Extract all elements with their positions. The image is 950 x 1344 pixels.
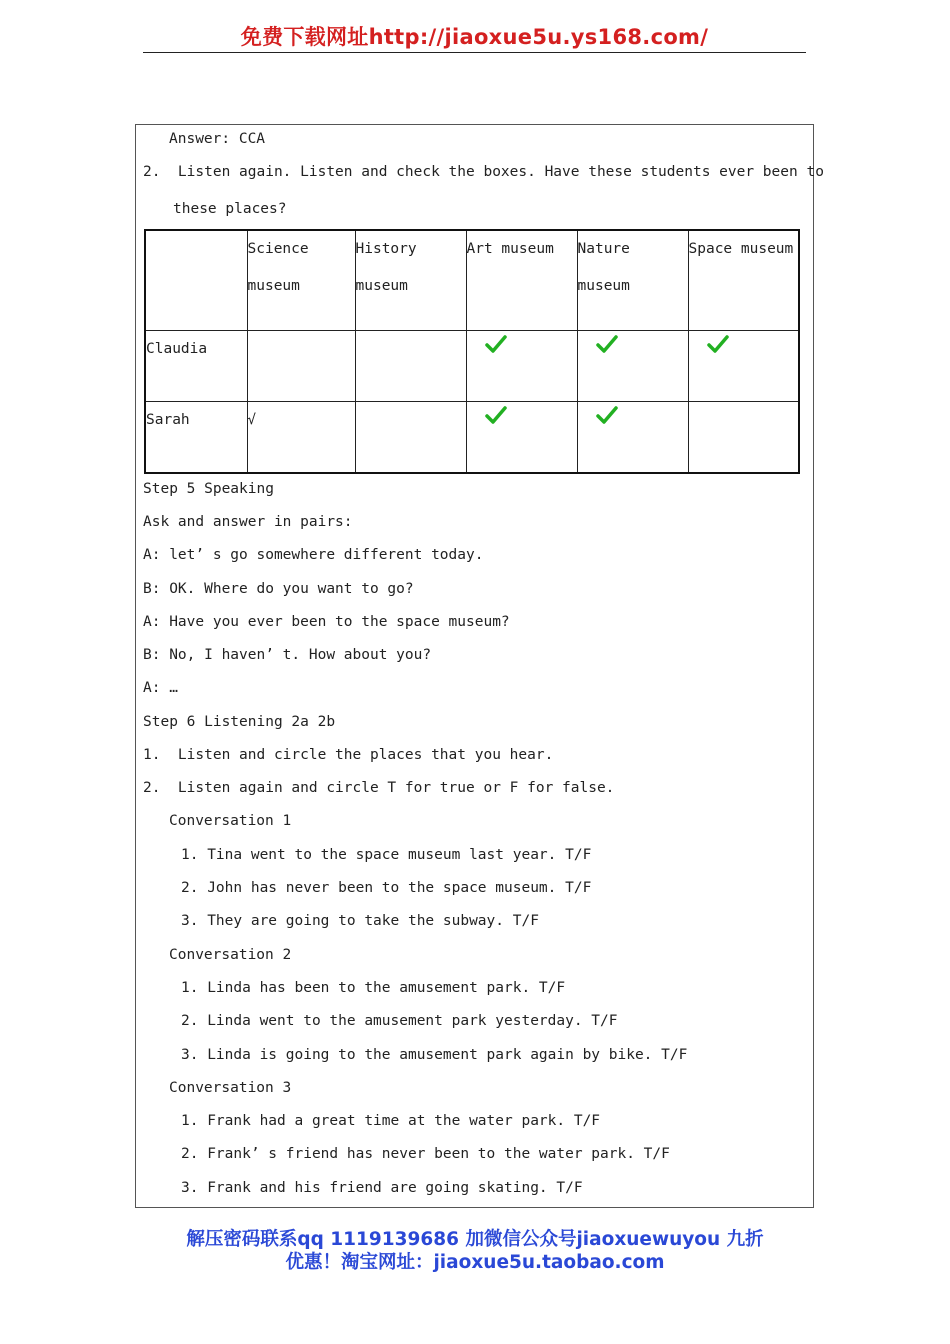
table-cell [577, 330, 688, 401]
dialogue-line: B: OK. Where do you want to go? [143, 581, 414, 597]
checkmark-icon [485, 404, 507, 426]
footer-line-2[interactable]: 优惠！淘宝网址：jiaoxue5u.taobao.com [285, 1252, 665, 1273]
table-cell [247, 401, 355, 473]
header-url-link[interactable]: http://jiaoxue5u.ys168.com/ [368, 25, 709, 49]
dialogue-line: A: Have you ever been to the space museum? [143, 614, 510, 630]
checkmark-icon [596, 404, 618, 426]
table-cell [355, 330, 466, 401]
table-column-header [466, 230, 577, 330]
table-column-header [247, 230, 355, 330]
checkmark-icon [485, 333, 507, 355]
step-6-task: 2. Listen again and circle T for true or F for false. [143, 780, 615, 796]
conversation-title: Conversation 2 [169, 947, 292, 963]
table-header-row [145, 230, 799, 330]
step-5-intro: Ask and answer in pairs: [143, 514, 353, 530]
dialogue-line: A: … [143, 680, 178, 696]
column-header-line-1: Space museum [688, 241, 794, 257]
table-cell [577, 401, 688, 473]
conversation-title: Conversation 1 [169, 813, 292, 829]
row-name-cell [145, 401, 247, 473]
list-item: 1. Frank had a great time at the water park. T/F [181, 1113, 601, 1129]
list-item: 3. Linda is going to the amusement park again by bike. T/F [181, 1047, 688, 1063]
table-cell [688, 330, 799, 401]
column-header-line-1: Art museum [466, 241, 554, 257]
column-header-line-2: museum [355, 278, 408, 294]
conversation-title: Conversation 3 [169, 1080, 292, 1096]
header-label: 免费下载网址 [240, 25, 369, 49]
dialogue-line: A: let’ s go somewhere different today. [143, 547, 484, 563]
list-item: 3. Frank and his friend are going skating. T/F [181, 1180, 583, 1196]
table-corner-cell [145, 230, 247, 330]
dialogue-line: B: No, I haven’ t. How about you? [143, 647, 432, 663]
student-name: Sarah [146, 411, 190, 428]
table-cell [355, 401, 466, 473]
table-cell [466, 401, 577, 473]
student-name: Claudia [146, 340, 208, 357]
column-header-line-2: museum [247, 278, 300, 294]
table-column-header [355, 230, 466, 330]
question-2-line-1: 2. Listen again. Listen and check the boxes. Have these students ever been to [143, 164, 824, 180]
step-5-title: Step 5 Speaking [143, 481, 274, 497]
answer-line: Answer: CCA [169, 131, 266, 147]
museum-check-table [144, 229, 800, 474]
checkmark-icon [596, 333, 618, 355]
checkmark-icon [707, 333, 729, 355]
footer-line-1: 解压密码联系qq 1119139686 加微信公众号jiaoxuewuyou 九折 [186, 1229, 764, 1250]
column-header-line-1: History [355, 241, 417, 257]
list-item: 2. John has never been to the space museum. T/F [181, 880, 592, 896]
row-name-cell [145, 330, 247, 401]
step-6-task: 1. Listen and circle the places that you hear. [143, 747, 554, 763]
list-item: 2. Linda went to the amusement park yesterday. T/F [181, 1013, 618, 1029]
question-2-line-2: these places? [173, 201, 287, 217]
list-item: 3. They are going to take the subway. T/F [181, 913, 539, 929]
page-header [143, 22, 806, 53]
step-6-title: Step 6 Listening 2a 2b [143, 714, 336, 730]
table-cell [466, 330, 577, 401]
table-row [145, 401, 799, 473]
table-cell [247, 330, 355, 401]
list-item: 2. Frank’ s friend has never been to the water park. T/F [181, 1146, 670, 1162]
list-item: 1. Tina went to the space museum last year. T/F [181, 847, 592, 863]
list-item: 1. Linda has been to the amusement park. T/F [181, 980, 566, 996]
check-mark-text: √ [247, 411, 256, 428]
table-column-header [688, 230, 799, 330]
column-header-line-1: Science [247, 241, 309, 257]
table-column-header [577, 230, 688, 330]
column-header-line-1: Nature museum [577, 241, 630, 294]
table-cell [688, 401, 799, 473]
table-row [145, 330, 799, 401]
